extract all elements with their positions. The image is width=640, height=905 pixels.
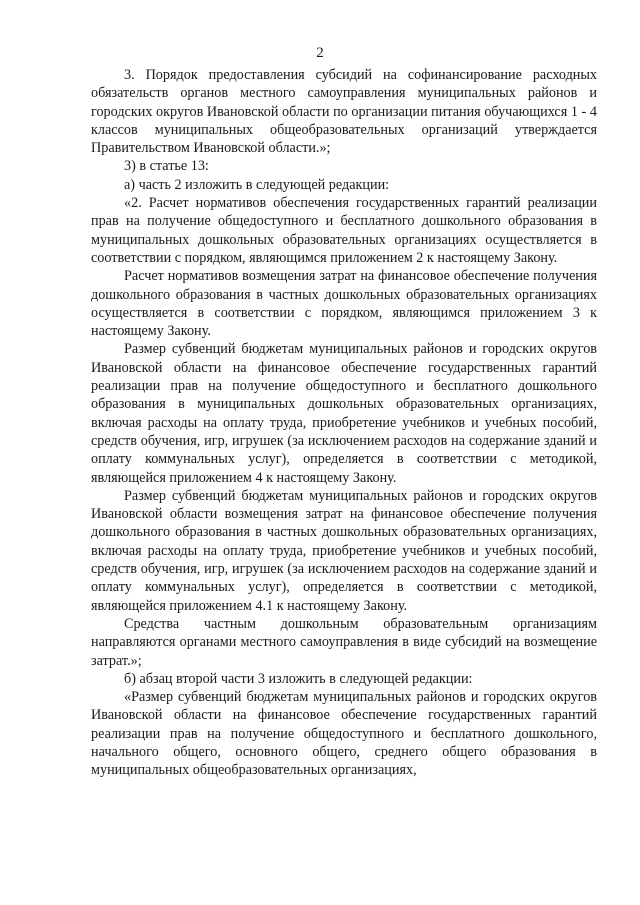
paragraph-norms-calculation: «2. Расчет нормативов обеспечения государственных гарантий реализации прав на получение общедоступного и бесплатного дошкольного образования в муниципальных дошкольных образовательных организациях осуществляется в соответствии с порядком, являющимся приложением 2 к настоящему Закону. <box>91 195 597 266</box>
page-number: 2 <box>316 45 324 61</box>
paragraph-part-2-heading: а) часть 2 изложить в следующей редакции: <box>124 176 390 193</box>
document-body <box>91 66 597 780</box>
paragraph-funds-private: Средства частным дошкольным образовательным организациям направляются органами местного самоуправления в виде субсидий на возмещение затрат.»; <box>91 615 597 669</box>
paragraph-subvention-private: Размер субвенций бюджетам муниципальных районов и городских округов Ивановской области возмещения затрат на финансовое обеспечение получения дошкольного образования в частных дошкольных образовательных организациях, включая расходы на оплату труда, приобретение учебников и учебных пособий, средств обучения, игр, игрушек (за исключением расходов на содержание зданий и оплату коммунальных услуг), определяется в соответствии с методикой, являющейся приложением 4.1 к настоящему Закону. <box>91 487 597 614</box>
paragraph-subvention-general: «Размер субвенций бюджетам муниципальных районов и городских округов Ивановской области на финансовое обеспечение государственных гарантий реализации прав на получение общедоступного и бесплатного дошкольного, начального общего, основного общего, среднего общего образования в муниципальных общеобразовательных организациях, <box>91 689 597 779</box>
paragraph-part-3-heading: б) абзац второй части 3 изложить в следующей редакции: <box>124 670 473 687</box>
paragraph-cost-reimbursement: Расчет нормативов возмещения затрат на финансовое обеспечение получения дошкольного образования в частных дошкольных образовательных организациях осуществляется в соответствии с порядком, являющимся приложением 3 к настоящему Закону. <box>91 268 597 340</box>
paragraph-subsidy-procedure: 3. Порядок предоставления субсидий на софинансирование расходных обязательств органов местного самоуправления муниципальных районов и городских округов Ивановской области по организации питания обучающихся 1 - 4 классов муниципальных общеобразовательных организаций утверждается Правительством Ивановской области.»; <box>91 67 597 157</box>
paragraph-subvention-municipal: Размер субвенций бюджетам муниципальных районов и городских округов Ивановской области на финансовое обеспечение государственных гарантий реализации прав на получение общедоступного и бесплатного дошкольного образования в муниципальных дошкольных образовательных организациях, включая расходы на оплату труда, приобретение учебников и учебных пособий, средств обучения, игр, игрушек (за исключением расходов на содержание зданий и оплату коммунальных услуг), определяется в соответствии с методикой, являющейся приложением 4 к настоящему Закону. <box>91 341 597 486</box>
paragraph-article-13: 3) в статье 13: <box>124 158 209 175</box>
